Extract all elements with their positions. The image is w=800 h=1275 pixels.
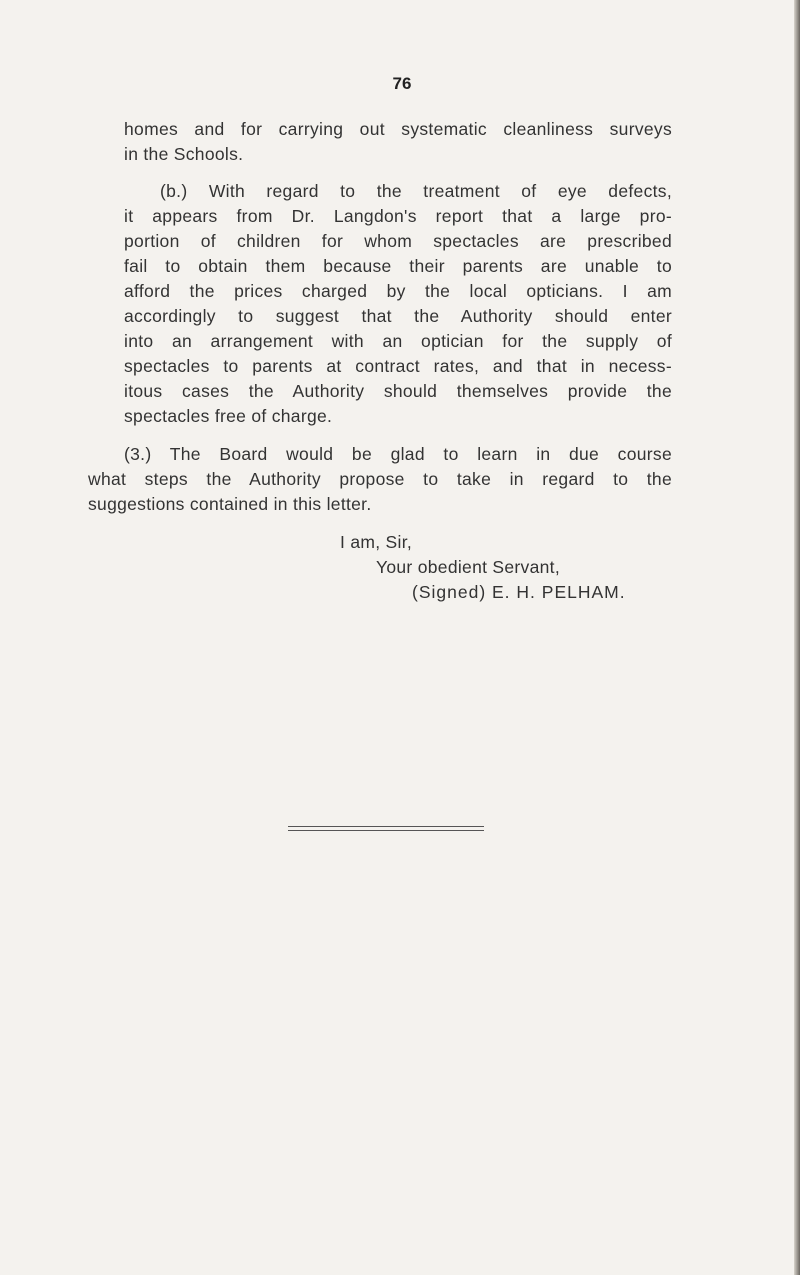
- paragraph-line: (b.) With regard to the treatment of eye defects,: [160, 181, 672, 201]
- page-number: 76: [392, 74, 412, 93]
- divider-rule-bottom: [288, 830, 484, 831]
- page-edge: [794, 0, 800, 1275]
- divider-rule-top: [288, 826, 484, 827]
- signature: (Signed) E. H. PELHAM.: [412, 582, 626, 602]
- paragraph-line: spectacles free of charge.: [124, 406, 333, 426]
- paragraph-line: suggestions contained in this letter.: [88, 494, 372, 514]
- paragraph-line: (3.) The Board would be glad to learn in due course: [124, 444, 672, 464]
- paragraph-line: spectacles to parents at contract rates, and that in necess-: [124, 356, 672, 376]
- paragraph-line: fail to obtain them because their parents are unable to: [124, 256, 672, 276]
- valediction: Your obedient Servant,: [376, 557, 561, 577]
- paragraph-line: it appears from Dr. Langdon's report that a large pro-: [124, 206, 672, 226]
- paragraph-line: accordingly to suggest that the Authority should enter: [124, 306, 672, 326]
- paragraph-line: into an arrangement with an optician for the supply of: [124, 331, 672, 351]
- paragraph-line: portion of children for whom spectacles are prescribed: [124, 231, 672, 251]
- salutation: I am, Sir,: [340, 532, 413, 552]
- paragraph-line: what steps the Authority propose to take in regard to the: [88, 469, 672, 489]
- paragraph-line: itous cases the Authority should themselves provide the: [124, 381, 672, 401]
- paragraph-line: afford the prices charged by the local opticians. I am: [124, 281, 672, 301]
- paragraph-line: homes and for carrying out systematic cleanliness surveys: [124, 119, 672, 139]
- paragraph-line: in the Schools.: [124, 144, 244, 164]
